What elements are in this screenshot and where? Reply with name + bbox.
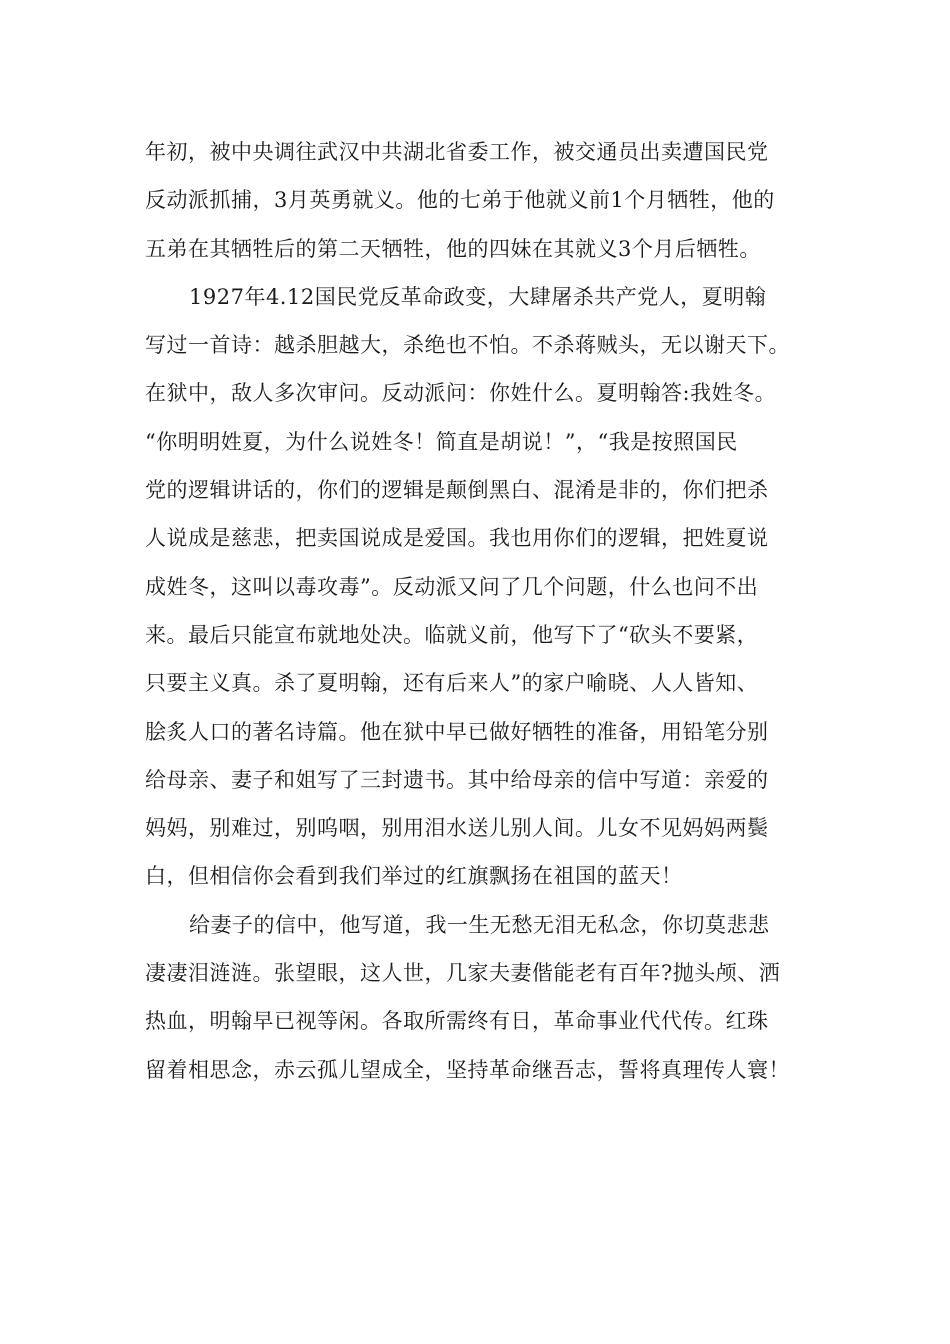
text-line: 人说成是慈悲，把卖国说成是爱国。我也用你们的逻辑，把姓夏说 — [145, 526, 769, 551]
text-line: 党的逻辑讲话的，你们的逻辑是颠倒黑白、混淆是非的，你们把杀 — [145, 478, 769, 503]
text-line: 给母亲、妻子和姐写了三封遗书。其中给母亲的信中写道：亲爱的 — [145, 767, 769, 792]
paragraph-start-line: 给妻子的信中，他写道，我一生无愁无泪无私念，你切莫悲悲 — [189, 912, 770, 937]
text-line: “你明明姓夏，为什么说姓冬！简直是胡说！”，“我是按照国民 — [145, 429, 738, 454]
document-body — [145, 128, 810, 1094]
text-line: 五弟在其牺牲后的第二天牺牲，他的四妹在其就义3个月后牺牲。 — [145, 236, 761, 261]
text-line: 热血，明翰早已视等闲。各取所需终有日，革命事业代代传。红珠 — [145, 1009, 769, 1034]
text-line: 凄凄泪涟涟。张望眼，这人世，几家夫妻偕能老有百年?抛头颅、洒 — [145, 961, 781, 986]
text-line: 来。最后只能宣布就地处决。临就义前，他写下了“砍头不要紧， — [145, 622, 759, 647]
text-line: 写过一首诗：越杀胆越大，杀绝也不怕。不杀蒋贼头，无以谢天下。 — [145, 333, 790, 358]
text-line: 只要主义真。杀了夏明翰，还有后来人”的家户喻晓、人人皆知、 — [145, 671, 759, 696]
text-line: 白，但相信你会看到我们举过的红旗飘扬在祖国的蓝天！ — [145, 864, 683, 889]
text-line: 年初，被中央调往武汉中共湖北省委工作，被交通员出卖遭国民党 — [145, 140, 769, 164]
text-line: 脍炙人口的著名诗篇。他在狱中早已做好牺牲的准备，用铅笔分别 — [145, 719, 769, 744]
text-line: 反动派抓捕，3月英勇就义。他的七弟于他就义前1个月牺牲，他的 — [145, 188, 775, 213]
text-line: 在狱中，敌人多次审问。反动派问：你姓什么。夏明翰答:我姓冬。 — [145, 381, 777, 406]
text-line: 留着相思念，赤云孤儿望成全，坚持革命继吾志，誓将真理传人寰！ — [145, 1057, 790, 1082]
paragraph-start-line: 1927年4.12国民党反革命政变，大肆屠杀共产党人，夏明翰 — [189, 284, 767, 309]
text-line: 妈妈，别难过，别呜咽，别用泪水送儿别人间。儿女不见妈妈两鬓 — [145, 816, 769, 841]
text-line: 成姓冬，这叫以毒攻毒”。反动派又问了几个问题，什么也问不出 — [145, 574, 759, 599]
